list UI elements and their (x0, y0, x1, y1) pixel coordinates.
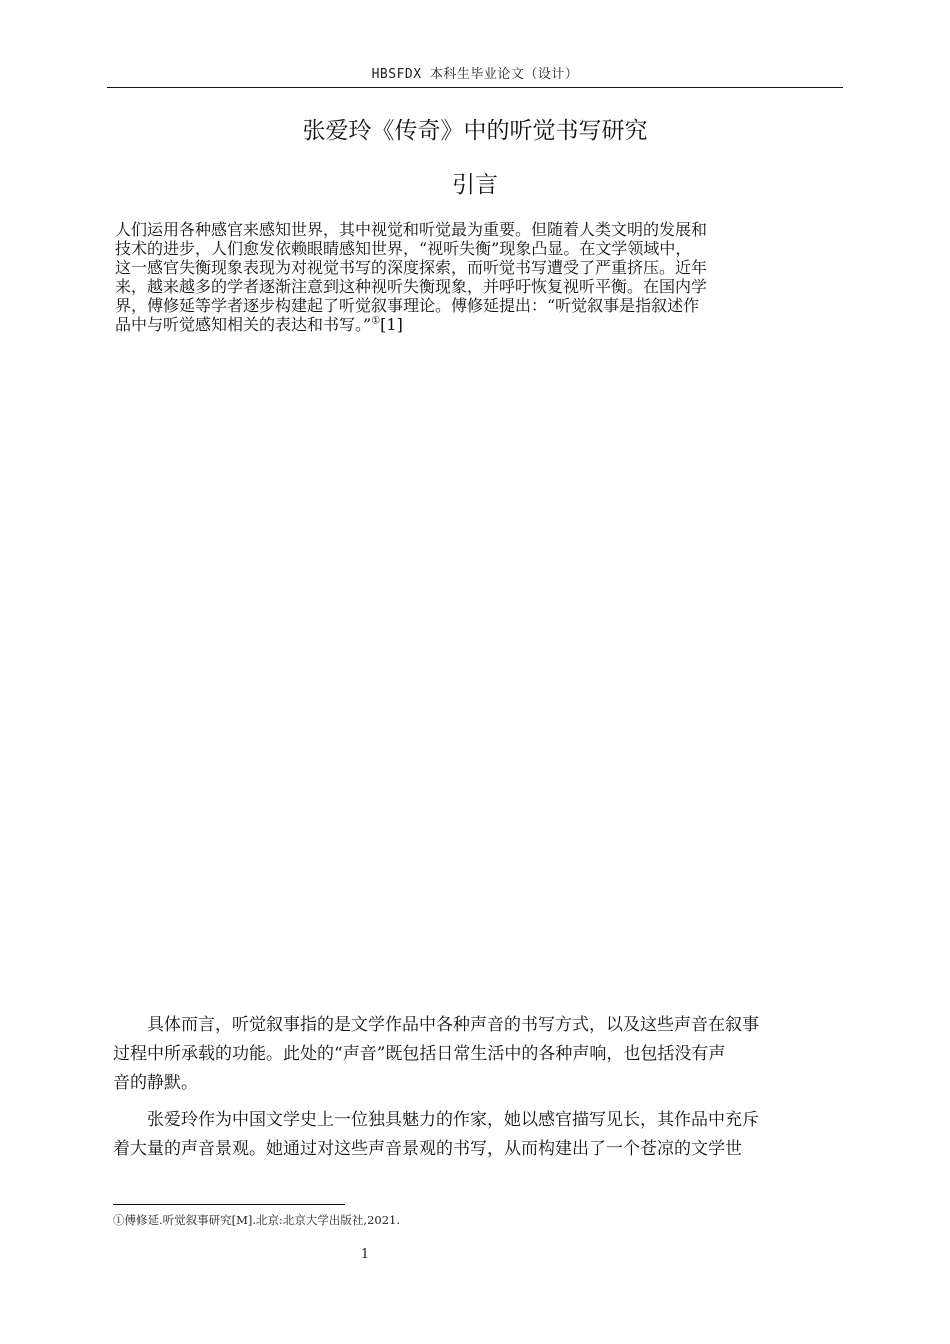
paragraph-line: 过程中所承载的功能。此处的“声音”既包括日常生活中的各种声响，也包括没有声 (113, 1044, 726, 1064)
paragraph-line-last (115, 315, 827, 334)
citation-reference[interactable]: [1] (380, 315, 403, 334)
header-rule (107, 87, 843, 88)
paragraph-line-text: 品中与听觉感知相关的表达和书写。” (115, 315, 372, 334)
paragraph-line: 音的静默。 (113, 1073, 198, 1093)
page-header: HBSFDX 本科生毕业论文（设计） (371, 67, 579, 82)
body-paragraph (113, 1011, 838, 1098)
paragraph-line: 着大量的声音景观。她通过对这些声音景观的书写，从而构建出了一个苍凉的文学世 (113, 1139, 742, 1159)
paragraph-line: 具体而言，听觉叙事指的是文学作品中各种声音的书写方式，以及这些声音在叙事 (147, 1015, 759, 1035)
footnote-marker: ① (113, 1213, 125, 1227)
section-heading: 引言 (452, 172, 498, 198)
page-number: 1 (360, 1247, 370, 1262)
document-title: 张爱玲《传奇》中的听觉书写研究 (302, 118, 648, 144)
footnote (113, 1212, 400, 1228)
body-paragraph (113, 1106, 838, 1164)
paragraph-line: 人们运用各种感官来感知世界，其中视觉和听觉最为重要。但随着人类文明的发展和 (115, 220, 708, 239)
paragraph-line: 技术的进步，人们愈发依赖眼睛感知世界，“视听失衡”现象凸显。在文学领域中， (115, 239, 692, 258)
footnote-marker[interactable]: ① (371, 315, 381, 327)
footnote-rule (113, 1204, 345, 1205)
intro-paragraph (115, 220, 827, 334)
paragraph-line: 张爱玲作为中国文学史上一位独具魅力的作家，她以感官描写见长，其作品中充斥 (147, 1110, 759, 1130)
paragraph-line: 这一感官失衡现象表现为对视觉书写的深度探索，而听觉书写遭受了严重挤压。近年 (115, 258, 708, 277)
footnote-text: 傅修延.听觉叙事研究[M].北京:北京大学出版社,2021. (124, 1213, 401, 1227)
paragraph-line: 界，傅修延等学者逐步构建起了听觉叙事理论。傅修延提出：“听觉叙事是指叙述作 (115, 296, 700, 315)
paragraph-line: 来，越来越多的学者逐渐注意到这种视听失衡现象，并呼吁恢复视听平衡。在国内学 (115, 277, 708, 296)
